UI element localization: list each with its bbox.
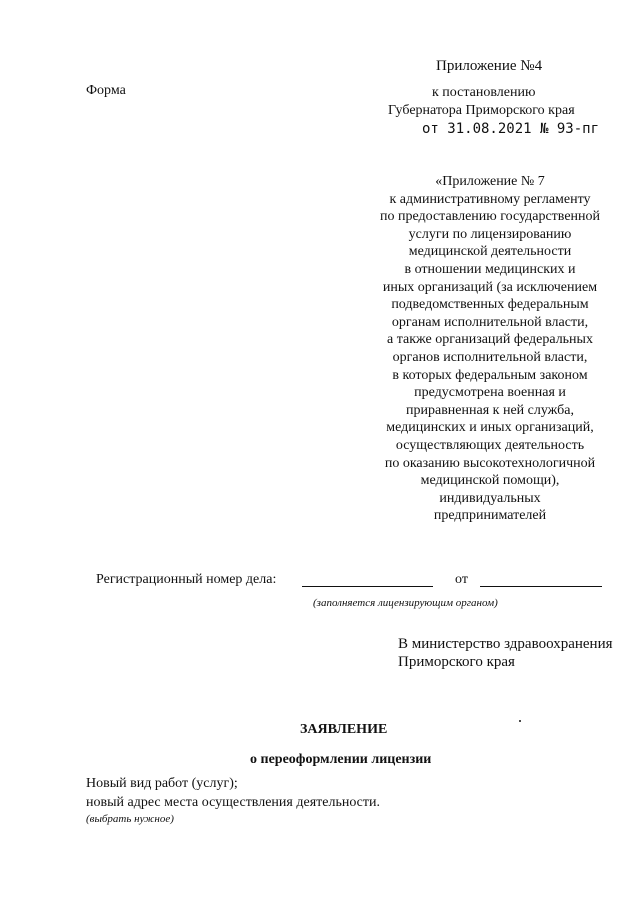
regulation-line: приравненная к ней служба, [406, 402, 574, 418]
option-new-address[interactable]: новый адрес места осуществления деятельности. [86, 795, 380, 810]
document-subtitle: о переоформлении лицензии [250, 752, 432, 767]
regulation-line: по оказанию высокотехнологичной [384, 455, 596, 471]
regulation-line: иных организаций (за исключением [382, 279, 598, 295]
decree-date: от 31.08.2021 № 93-пг [422, 121, 600, 137]
registration-from-label: от [455, 572, 468, 587]
appendix-number: Приложение №4 [436, 58, 543, 74]
decree-reference-line1: к постановлению [432, 85, 536, 100]
regulation-line: осуществляющих деятельность [395, 437, 585, 453]
document-title: ЗАЯВЛЕНИЕ [300, 722, 388, 737]
decree-reference-line2: Губернатора Приморского края [388, 103, 575, 118]
regulation-reference-block [352, 173, 628, 525]
registration-number-label: Регистрационный номер дела: [96, 572, 277, 587]
regulation-line: «Приложение № 7 [435, 174, 545, 189]
regulation-line: медицинской деятельности [408, 244, 572, 260]
regulation-line: предусмотрена военная и [414, 385, 566, 401]
option-select-note: (выбрать нужное) [86, 813, 174, 825]
registration-date-field[interactable] [480, 586, 602, 587]
form-label: Форма [86, 83, 126, 98]
regulation-line: услуги по лицензированию [408, 226, 572, 242]
regulation-line: в которых федеральным законом [392, 367, 588, 383]
recipient-line2: Приморского края [398, 654, 515, 670]
regulation-line: органов исполнительной власти, [392, 349, 588, 365]
registration-number-field[interactable] [302, 586, 433, 587]
stray-dot [519, 720, 521, 722]
regulation-line: медицинских и иных организаций, [386, 420, 594, 436]
registration-note: (заполняется лицензирующим органом) [313, 597, 498, 609]
regulation-line: в отношении медицинских и [404, 261, 576, 277]
regulation-line: а также организаций федеральных [387, 332, 593, 348]
regulation-line: по предоставлению государственной [379, 209, 601, 225]
regulation-line: индивидуальных [439, 490, 541, 506]
regulation-line: к административному регламенту [389, 191, 591, 207]
regulation-line: медицинской помощи), [420, 473, 560, 489]
regulation-line: органам исполнительной власти, [391, 314, 589, 330]
regulation-line: подведомственных федеральным [391, 297, 589, 313]
recipient-line1: В министерство здравоохранения [398, 636, 613, 652]
option-new-work-type[interactable]: Новый вид работ (услуг); [86, 776, 238, 791]
regulation-line: предпринимателей [433, 508, 547, 524]
